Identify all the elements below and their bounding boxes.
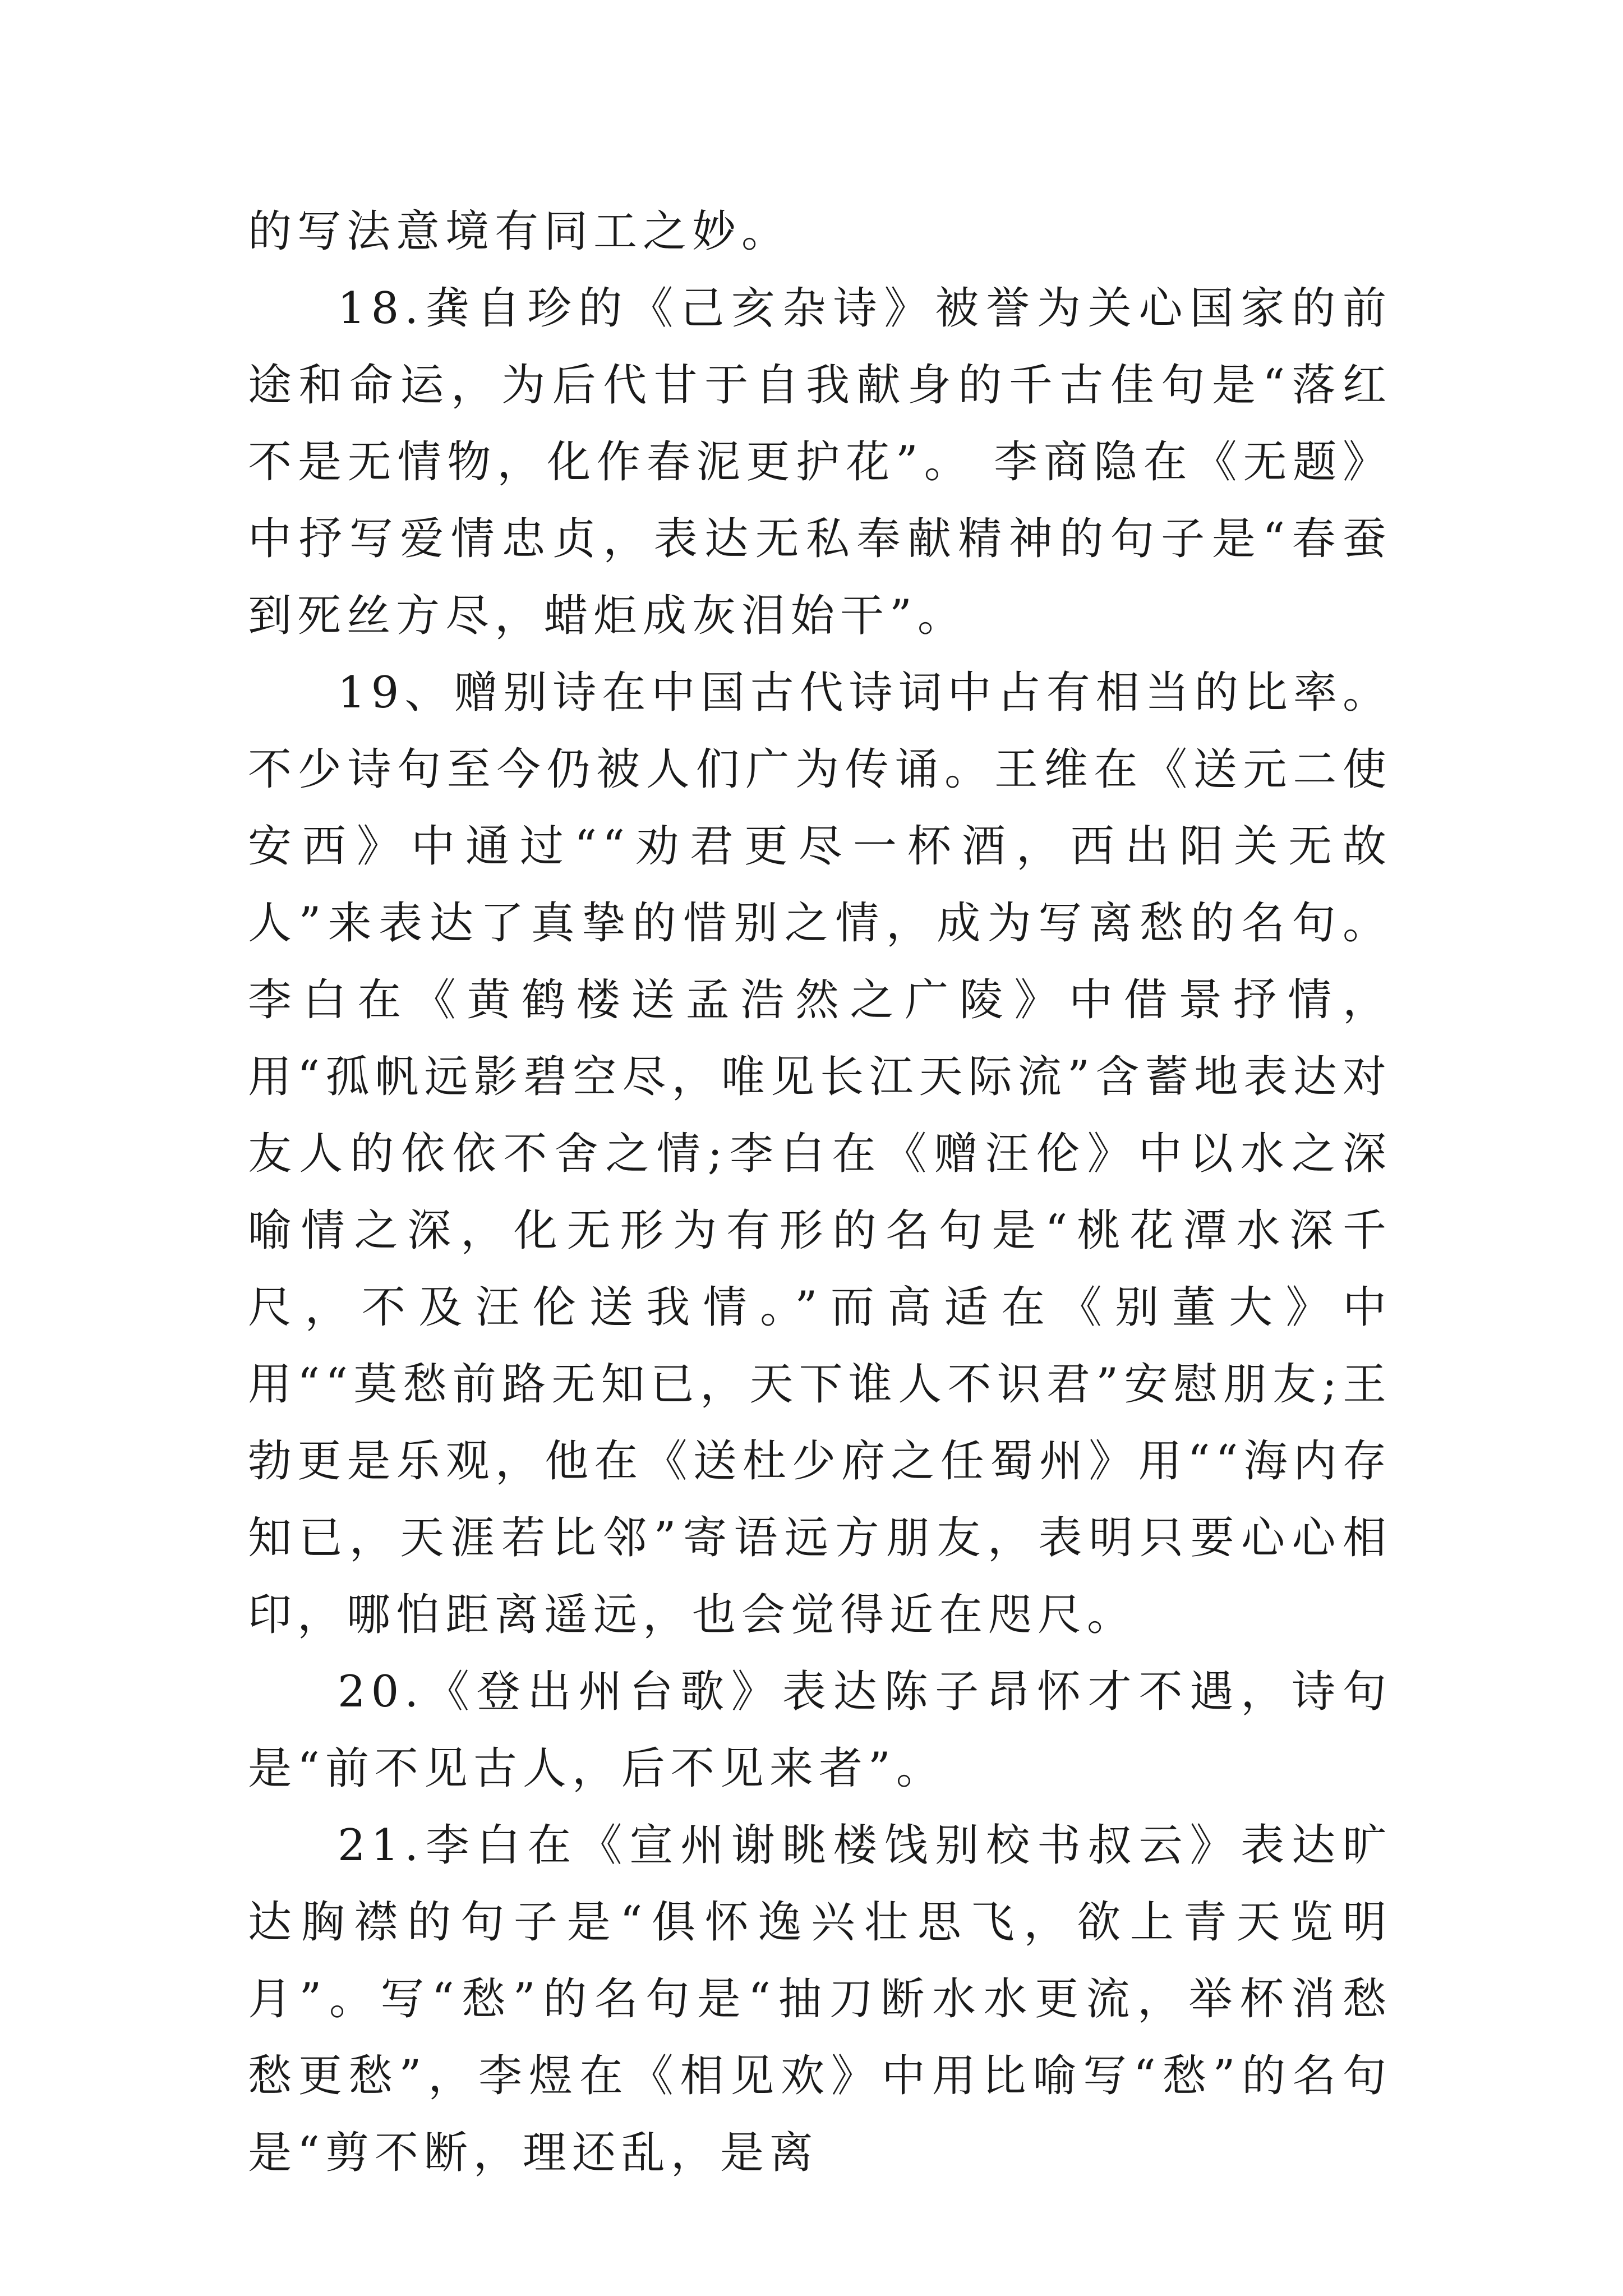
paragraph-item-18: 18.龚自珍的《己亥杂诗》被誉为关心国家的前途和命运，为后代甘于自我献身的千古佳句是“落红不是无情物，化作春泥更护花”。 李商隐在《无题》中抒写爱情忠贞，表达无私奉献精神的句子是“春蚕到死丝方尽，蜡炬成灰泪始干”。 <box>248 283 1392 641</box>
document-body <box>248 194 1392 2192</box>
paragraph-item-19: 19、赠别诗在中国古代诗词中占有相当的比率。不少诗句至今仍被人们广为传诵。王维在《送元二使安西》中通过““劝君更尽一杯酒，西出阳关无故人”来表达了真挚的惜别之情，成为写离愁的名句。李白在《黄鹤楼送孟浩然之广陵》中借景抒情，用“孤帆远影碧空尽，唯见长江天际流”含蓄地表达对友人的依依不舍之情;李白在《赠汪伦》中以水之深喻情之深，化无形为有形的名句是“桃花潭水深千尺，不及汪伦送我情。”而高适在《别董大》中用““莫愁前路无知已，天下谁人不识君”安慰朋友;王勃更是乐观，他在《送杜少府之任蜀州》用““海内存知已，天涯若比邻”寄语远方朋友，表明只要心心相印，哪怕距离遥远，也会觉得近在咫尺。 <box>248 668 1392 1640</box>
paragraph-item-20: 20.《登出州台歌》表达陈子昂怀才不遇，诗句是“前不见古人，后不见来者”。 <box>248 1667 1392 1794</box>
paragraph-item-21: 21.李白在《宣州谢眺楼饯别校书叔云》表达旷达胸襟的句子是“俱怀逸兴壮思飞，欲上青天览明月”。写“愁”的名句是“抽刀断水水更流，举杯消愁愁更愁”，李煜在《相见欢》中用比喻写“愁”的名句是“剪不断，理还乱，是离 <box>248 1820 1392 2178</box>
paragraph-continuation: 的写法意境有同工之妙。 <box>248 206 791 257</box>
